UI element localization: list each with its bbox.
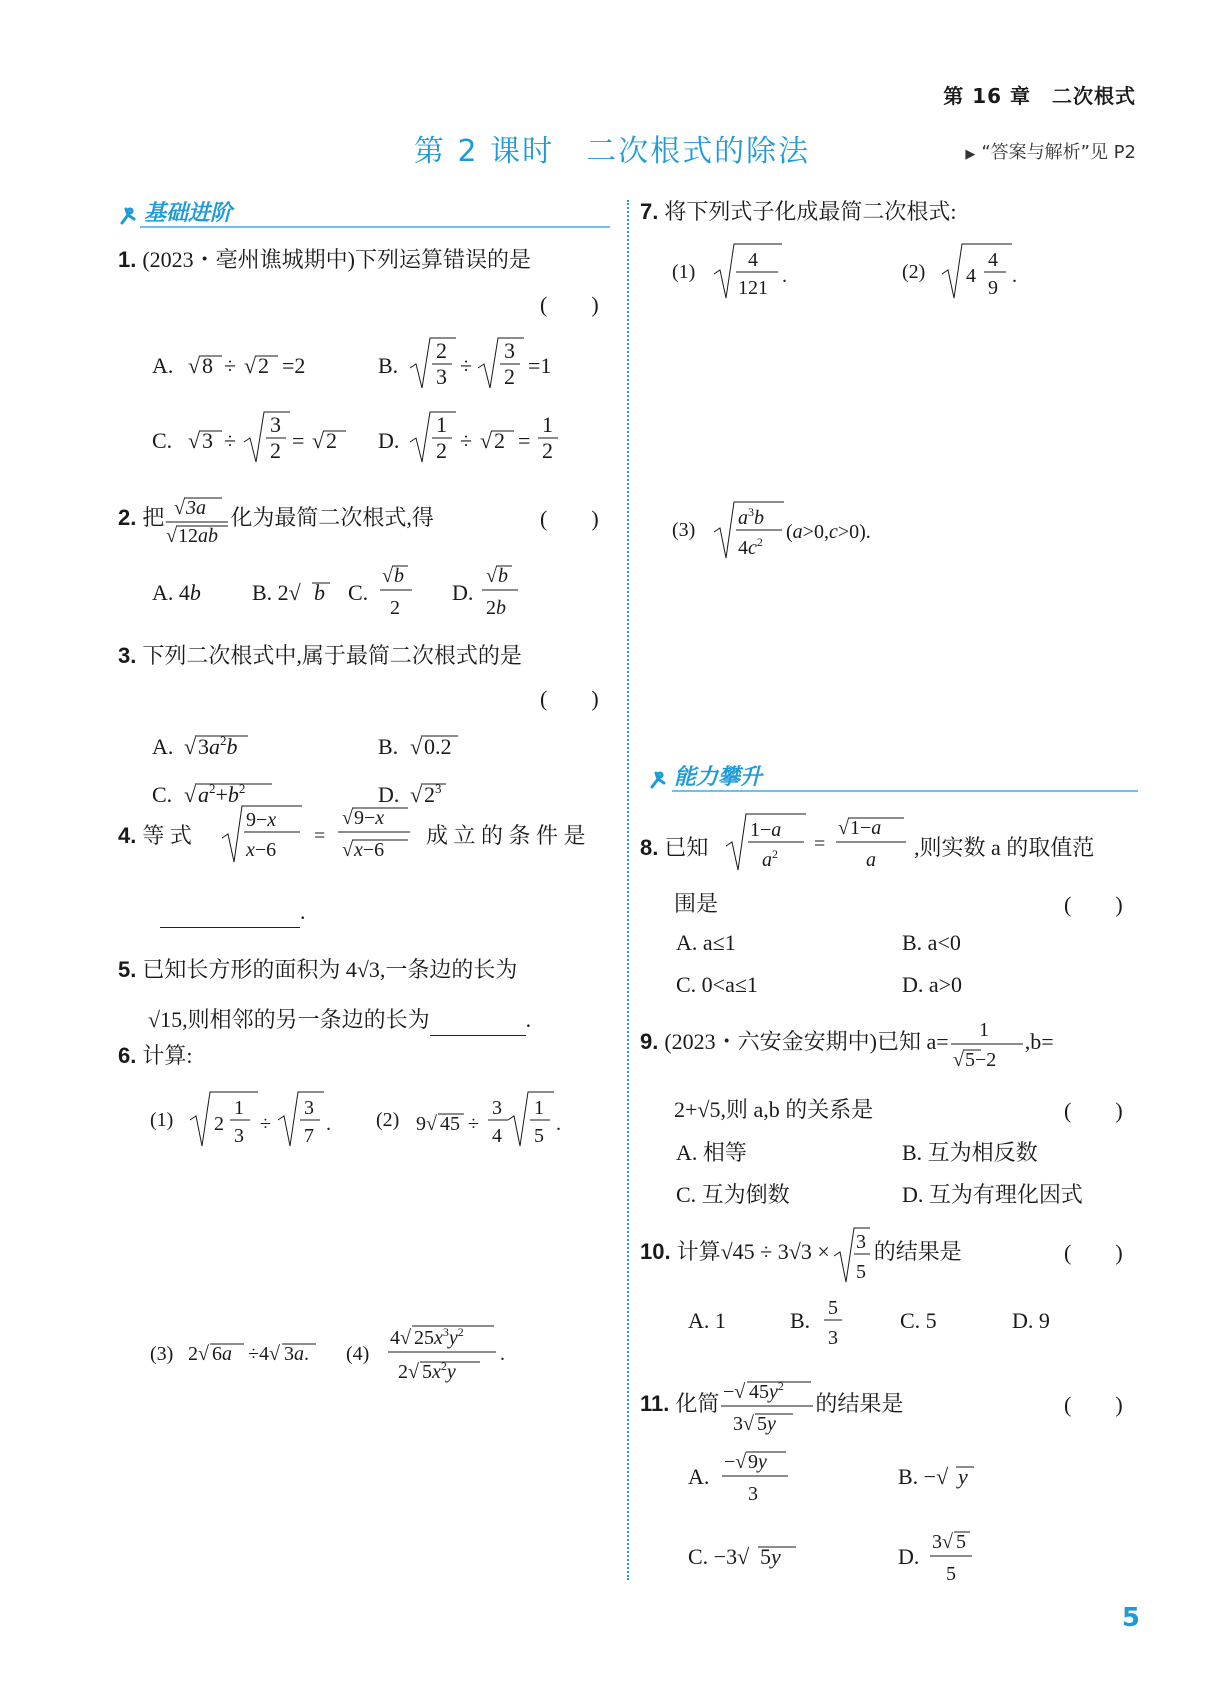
answer-paren[interactable]: ( ) <box>1064 1098 1123 1123</box>
svg-text:a3b: $a^3b$ <box>738 505 764 529</box>
section-basic-title: 基础进阶 <box>144 201 233 226</box>
svg-text:A. 1: A. 1 <box>688 1308 726 1333</box>
svg-text:2: 2 <box>326 428 337 453</box>
blank-tail: . <box>525 1007 532 1032</box>
q10-sqrt-fraction <box>832 1224 872 1284</box>
svg-text:2: 2 <box>214 1113 224 1135</box>
svg-text:D.: D. <box>378 428 400 453</box>
question-number: 8. <box>640 835 659 860</box>
q7-parts-1-2 <box>672 238 1092 314</box>
question-2 <box>118 496 434 547</box>
svg-text:3: 3 <box>492 1097 502 1119</box>
svg-text:√: √ <box>342 839 353 861</box>
option-b[interactable]: B. 互为相反数 <box>902 1140 1038 1165</box>
svg-text:5: 5 <box>534 1125 544 1147</box>
question-stem-pre: 已知 <box>664 835 709 860</box>
svg-text:B.: B. <box>378 353 399 378</box>
question-number: 7. <box>640 199 659 224</box>
question-3 <box>118 640 522 672</box>
svg-text:√: √ <box>244 353 257 378</box>
q7-part-3 <box>672 496 1092 572</box>
question-9-line2: 2+√5,则 a,b 的关系是 <box>674 1097 874 1122</box>
question-number: 3. <box>118 643 137 668</box>
svg-text:.: . <box>500 1343 505 1365</box>
question-1 <box>118 244 531 276</box>
svg-text:23: $2^3$ <box>424 781 442 807</box>
question-stem-post: 化为最简二次根式,得 <box>230 505 434 530</box>
svg-text:√: √ <box>312 428 325 453</box>
svg-text:3: 3 <box>202 428 213 453</box>
question-number: 1. <box>118 247 137 272</box>
svg-text:.: . <box>556 1113 561 1135</box>
svg-text:√: √ <box>342 807 353 829</box>
svg-text:25x3y2: $25x^3y^2$ <box>414 1325 464 1349</box>
svg-text:3√: 3√ <box>932 1531 953 1553</box>
svg-text:4: 4 <box>748 249 758 271</box>
answer-paren[interactable]: ( ) <box>540 686 599 711</box>
svg-text:2: 2 <box>270 438 281 463</box>
question-stem: 计算: <box>142 1043 193 1068</box>
option-d[interactable]: D. 互为有理化因式 <box>902 1182 1083 1207</box>
svg-text:5: 5 <box>828 1297 838 1319</box>
option-c[interactable]: C. 0<a≤1 <box>676 972 758 997</box>
svg-text:(a>0,c>0).: (a>0,c>0). <box>786 521 871 543</box>
svg-text:1−a: 1−a <box>750 819 782 841</box>
question-5-line2 <box>148 1004 531 1036</box>
svg-text:(1): (1) <box>150 1109 174 1131</box>
svg-text:=: = <box>814 833 826 855</box>
svg-text:√: √ <box>184 782 197 807</box>
svg-text:9−x: 9−x <box>354 807 385 829</box>
q6-parts-3-4 <box>150 1318 600 1398</box>
svg-text:3: 3 <box>748 1483 758 1505</box>
question-line1: 已知长方形的面积为 4√3,一条边的长为 <box>142 957 518 982</box>
svg-text:5y: 5y <box>760 1544 781 1569</box>
svg-text:C. −3√: C. −3√ <box>688 1544 750 1569</box>
q2-options <box>140 560 600 626</box>
svg-text:√: √ <box>410 782 423 807</box>
section-advanced-title: 能力攀升 <box>674 765 763 790</box>
svg-text:x−6: x−6 <box>246 839 277 861</box>
svg-text:0.2: 0.2 <box>424 734 452 759</box>
svg-text:1: 1 <box>234 1097 244 1119</box>
svg-text:b: b <box>498 565 508 587</box>
svg-text:45: 45 <box>440 1113 460 1135</box>
option-b[interactable]: B. a<0 <box>902 930 961 955</box>
svg-text:C.: C. <box>152 428 173 453</box>
answer-paren[interactable]: ( ) <box>540 506 599 531</box>
svg-text:3: 3 <box>270 412 281 437</box>
option-a[interactable]: A. a≤1 <box>676 930 736 955</box>
runner-icon <box>648 769 670 791</box>
q10-options <box>686 1288 1106 1352</box>
svg-text:2√: 2√ <box>398 1361 419 1383</box>
svg-text:=: = <box>292 428 305 453</box>
svg-text:A.: A. <box>152 734 174 759</box>
svg-text:B. −√: B. −√ <box>898 1464 949 1489</box>
svg-text:y: y <box>958 1464 968 1489</box>
svg-text:5−2: 5−2 <box>964 1048 996 1071</box>
question-stem-post: 的结果是 <box>815 1391 904 1416</box>
svg-text:1: 1 <box>978 1018 989 1041</box>
svg-text:2: 2 <box>504 364 515 389</box>
section-basic-rule <box>140 226 610 228</box>
svg-text:D.: D. <box>378 782 400 807</box>
q9-fraction <box>949 1016 1025 1072</box>
question-stem: 将下列式子化成最简二次根式: <box>664 199 957 224</box>
svg-text:5: 5 <box>956 1531 966 1553</box>
question-stem-pre: 把 <box>142 505 165 530</box>
answer-blank[interactable] <box>160 927 300 928</box>
svg-text:(2): (2) <box>376 1109 400 1131</box>
svg-text:√: √ <box>188 353 201 378</box>
answer-ref-text: “答案与解析”见 P2 <box>981 142 1136 163</box>
answer-paren[interactable]: ( ) <box>1064 1392 1123 1417</box>
question-stem-pre: (2023・六安金安期中)已知 a= <box>664 1029 949 1054</box>
svg-text:3: 3 <box>234 1125 244 1147</box>
answer-paren[interactable]: ( ) <box>540 292 599 317</box>
question-number: 9. <box>640 1029 659 1054</box>
q8-equation <box>722 806 912 876</box>
answer-paren[interactable]: ( ) <box>1064 1240 1123 1265</box>
option-d[interactable]: D. a>0 <box>902 972 963 997</box>
svg-text:3√: 3√ <box>733 1412 755 1435</box>
svg-text:√: √ <box>952 1048 964 1071</box>
question-4 <box>118 820 192 852</box>
svg-text:√: √ <box>184 734 197 759</box>
question-stem-pre: 等 式 <box>142 823 192 848</box>
question-4-blank-line <box>160 896 306 928</box>
svg-text:4√: 4√ <box>390 1327 411 1349</box>
svg-text:A. 4b: A. 4b <box>152 580 201 605</box>
q2-fraction <box>164 492 230 548</box>
svg-text:(3): (3) <box>150 1343 174 1365</box>
question-number: 5. <box>118 957 137 982</box>
svg-text:√: √ <box>174 496 186 519</box>
answer-paren[interactable]: ( ) <box>1064 892 1123 917</box>
svg-text:5: 5 <box>946 1563 956 1585</box>
question-4-stem-post: 成 立 的 条 件 是 <box>426 823 586 848</box>
svg-text:1: 1 <box>542 412 553 437</box>
svg-text:=2: =2 <box>282 353 306 378</box>
svg-text:2b: 2b <box>486 597 506 619</box>
svg-text:1: 1 <box>436 412 447 437</box>
svg-text:÷: ÷ <box>224 428 237 453</box>
question-5 <box>118 954 517 986</box>
svg-text:9√: 9√ <box>416 1113 437 1135</box>
svg-text:÷4√: ÷4√ <box>248 1343 280 1365</box>
section-basic-heading <box>118 196 232 227</box>
svg-text:3: 3 <box>304 1097 314 1119</box>
svg-text:1−a: 1−a <box>850 817 882 839</box>
q11-options <box>686 1440 1126 1600</box>
svg-text:3: 3 <box>504 338 515 363</box>
svg-text:D.: D. <box>452 580 474 605</box>
svg-text:B.: B. <box>378 734 399 759</box>
svg-text:3a.: 3a. <box>284 1343 309 1365</box>
question-stem: (2023・亳州谯城期中)下列运算错误的是 <box>142 247 532 272</box>
svg-text:−√: −√ <box>723 1380 746 1403</box>
page-number: 5 <box>1121 1603 1140 1633</box>
svg-text:(4): (4) <box>346 1343 370 1365</box>
svg-text:.: . <box>326 1113 331 1135</box>
section-advanced-rule <box>672 790 1138 792</box>
svg-text:8: 8 <box>202 353 213 378</box>
blank-tail: . <box>300 899 306 924</box>
svg-text:.: . <box>1012 265 1017 287</box>
svg-text:a: a <box>866 849 876 871</box>
question-stem: 下列二次根式中,属于最简二次根式的是 <box>142 643 522 668</box>
svg-text:C. 5: C. 5 <box>900 1308 937 1333</box>
svg-text:121: 121 <box>738 277 768 299</box>
lesson-title: 第 2 课时 二次根式的除法 <box>413 134 811 169</box>
svg-text:a2+b2: $a^2+b^2$ <box>198 781 246 807</box>
svg-text:7: 7 <box>304 1125 314 1147</box>
svg-text:4c2: $4c^2$ <box>738 535 763 559</box>
question-8-stem-post: ,则实数 a 的取值范 <box>914 835 1095 860</box>
svg-text:4: 4 <box>966 265 976 287</box>
svg-text:4: 4 <box>492 1125 502 1147</box>
section-advanced-heading <box>648 760 762 791</box>
question-6 <box>118 1040 192 1072</box>
svg-text:÷: ÷ <box>468 1113 479 1135</box>
svg-text:√: √ <box>410 734 423 759</box>
svg-text:D.: D. <box>898 1544 920 1569</box>
question-number: 10. <box>640 1239 671 1264</box>
svg-text:3: 3 <box>828 1327 838 1349</box>
svg-text:3a2b: $3a^2b$ <box>198 733 238 759</box>
svg-text:4: 4 <box>988 249 998 271</box>
svg-text:B. 2√: B. 2√ <box>252 580 301 605</box>
svg-text:a2: $a^2$ <box>762 847 778 871</box>
svg-text:(1): (1) <box>672 261 696 283</box>
svg-text:x−6: x−6 <box>354 839 385 861</box>
svg-text:3: 3 <box>436 364 447 389</box>
svg-text:9: 9 <box>988 277 998 299</box>
question-number: 11. <box>640 1391 670 1416</box>
svg-text:D. 9: D. 9 <box>1012 1308 1050 1333</box>
option-c[interactable]: C. 互为倒数 <box>676 1182 790 1207</box>
svg-text:=1: =1 <box>528 353 552 378</box>
svg-text:A.: A. <box>152 353 174 378</box>
svg-text:√: √ <box>166 524 178 547</box>
question-8 <box>640 832 708 864</box>
runner-icon <box>118 205 140 227</box>
svg-text:.: . <box>782 265 787 287</box>
svg-text:2: 2 <box>390 597 400 619</box>
answer-blank[interactable] <box>430 1035 526 1036</box>
svg-text:1: 1 <box>534 1097 544 1119</box>
svg-text:2: 2 <box>436 338 447 363</box>
svg-text:2: 2 <box>258 353 269 378</box>
svg-text:9−x: 9−x <box>246 809 277 831</box>
svg-text:−√: −√ <box>724 1451 747 1473</box>
svg-text:5y: 5y <box>757 1412 777 1435</box>
svg-text:5x2y: $5x^2y$ <box>422 1359 456 1383</box>
question-stem-post: ,b= <box>1024 1029 1054 1054</box>
svg-text:÷: ÷ <box>460 353 473 378</box>
question-7 <box>640 196 956 228</box>
svg-text:A.: A. <box>688 1464 710 1489</box>
svg-text:(3): (3) <box>672 519 696 541</box>
svg-text:b: b <box>314 580 325 605</box>
question-number: 2. <box>118 505 137 530</box>
question-line2: √15,则相邻的另一条边的长为 <box>148 1007 430 1032</box>
svg-text:2: 2 <box>542 438 553 463</box>
svg-text:b: b <box>394 565 404 587</box>
question-number: 6. <box>118 1043 137 1068</box>
svg-text:=: = <box>314 825 326 847</box>
svg-text:45y2: $45y^2$ <box>749 1378 785 1403</box>
q6-parts-1-2 <box>150 1084 600 1164</box>
svg-text:3: 3 <box>855 1230 866 1253</box>
svg-text:(2): (2) <box>902 261 926 283</box>
svg-text:÷: ÷ <box>260 1113 271 1135</box>
column-divider <box>627 200 629 1580</box>
svg-text:÷: ÷ <box>224 353 237 378</box>
svg-text:9y: 9y <box>748 1451 767 1473</box>
svg-text:12ab: 12ab <box>178 524 219 547</box>
svg-text:√: √ <box>382 565 393 587</box>
q1-options <box>140 330 600 480</box>
svg-text:√: √ <box>838 817 849 839</box>
question-stem-post: 的结果是 <box>873 1239 962 1264</box>
question-11 <box>640 1378 904 1435</box>
svg-text:B.: B. <box>790 1308 811 1333</box>
svg-text:5: 5 <box>855 1260 866 1283</box>
svg-text:C.: C. <box>348 580 369 605</box>
question-stem-pre: 化简 <box>675 1391 720 1416</box>
svg-text:√: √ <box>486 565 497 587</box>
svg-text:2: 2 <box>494 428 505 453</box>
q4-equation <box>218 798 418 868</box>
question-9 <box>640 1018 1054 1071</box>
question-number: 4. <box>118 823 137 848</box>
svg-text:√: √ <box>480 428 493 453</box>
svg-text:=: = <box>518 428 531 453</box>
question-stem-pre: 计算√45 ÷ 3√3 × <box>676 1239 830 1264</box>
svg-text:3a: 3a <box>186 496 207 519</box>
question-10 <box>640 1230 962 1283</box>
answer-reference <box>965 138 1136 164</box>
chapter-title: 第 16 章 二次根式 <box>943 84 1136 108</box>
option-a[interactable]: A. 相等 <box>676 1140 747 1165</box>
svg-text:C.: C. <box>152 782 173 807</box>
svg-text:6a: 6a <box>212 1343 232 1365</box>
q11-fraction <box>719 1376 815 1436</box>
svg-text:2√: 2√ <box>188 1343 209 1365</box>
question-8-line2: 围是 <box>674 891 719 916</box>
svg-text:÷: ÷ <box>460 428 473 453</box>
svg-text:2: 2 <box>436 438 447 463</box>
svg-text:√: √ <box>188 428 201 453</box>
play-triangle-icon: ▶ <box>965 147 976 162</box>
